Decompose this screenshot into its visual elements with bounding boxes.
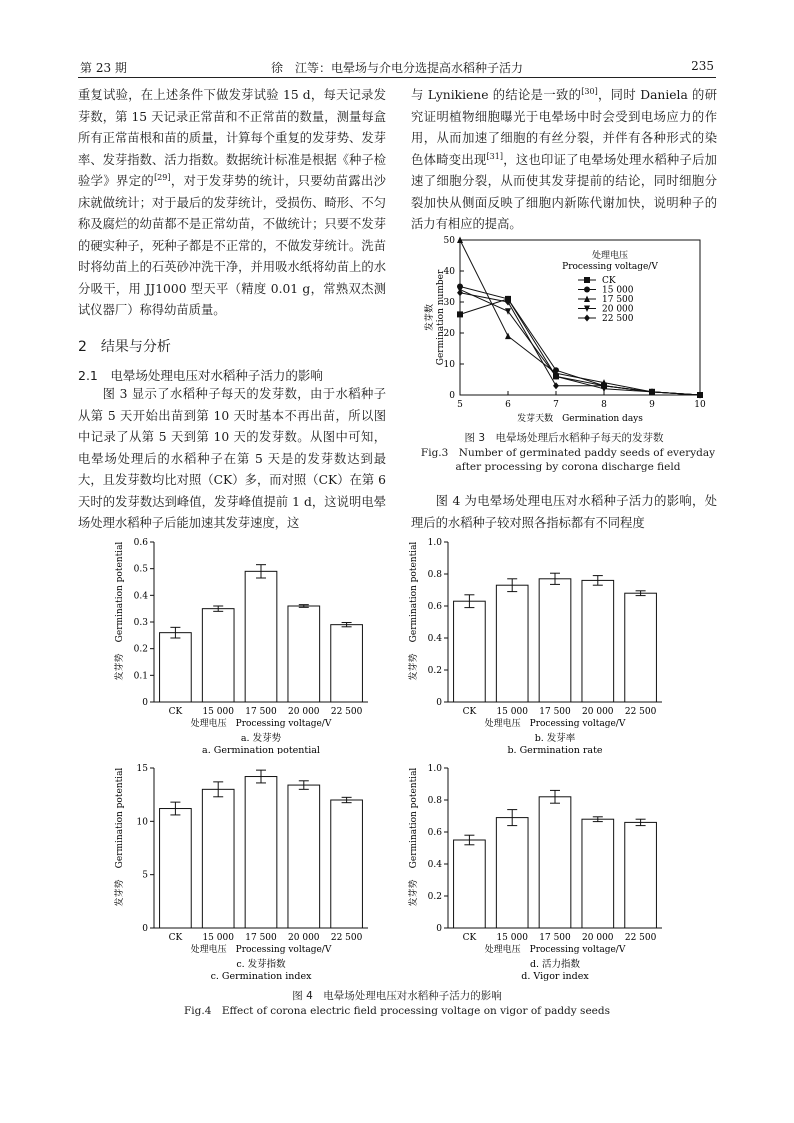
data-point — [505, 333, 511, 340]
x-tick-label: CK — [168, 707, 183, 717]
y-tick-label: 1.0 — [427, 538, 442, 548]
right-column-bottom — [411, 491, 717, 534]
issue-number: 第 23 期 — [80, 61, 127, 75]
x-tick-label: 22 500 — [330, 707, 363, 717]
y-tick-label: 0 — [436, 924, 442, 934]
y-tick-label: 0.8 — [427, 570, 442, 580]
x-tick-label: 9 — [649, 400, 655, 410]
paragraph-methods — [78, 85, 386, 322]
legend-title-cn: 处理电压 — [591, 251, 629, 261]
section-heading: 2 结果与分析 — [78, 339, 171, 355]
figure-4b-bar-chart — [406, 532, 668, 754]
legend-label: 15 000 — [602, 285, 634, 296]
panel-caption-cn: b. 发芽率 — [534, 733, 576, 744]
figure-3-caption-cn: 图 3 电晕场处理后水稻种子每天的发芽数 — [464, 432, 664, 444]
legend-label: 22 500 — [602, 314, 634, 324]
y-axis-label-cn: 发芽势 — [409, 879, 419, 907]
x-tick-label: 20 000 — [582, 933, 614, 943]
methods-text: 重复试验，在上述条件下做发芽试验 15 d，每天记录发芽数，第 15 天记录正常苗和不正常苗的数量，测量每盒所有正常苗根和苗的质量，计算每个重复的发芽势、发芽率、发芽指数、活力指数。数据统计标准是根据《种子检验学》界定的 — [78, 88, 386, 188]
bar — [288, 606, 320, 702]
y-tick-label: 0 — [142, 924, 148, 934]
paragraph-fig4-intro: 图 4 为电晕场处理电压对水稻种子活力的影响，处理后的水稻种子较对照各指标都有不同程度 — [411, 494, 717, 530]
y-tick-label: 0 — [142, 698, 148, 708]
left-column-top — [78, 85, 386, 322]
series-line — [460, 299, 700, 395]
right-column-top — [411, 85, 717, 236]
running-title: 徐 江等：电晕场与介电分选提高水稻种子活力 — [270, 61, 523, 75]
y-tick-label: 0.2 — [133, 644, 148, 655]
bar — [454, 840, 486, 928]
left-column-bottom — [78, 384, 386, 535]
paragraph-results: 图 3 显示了水稻种子每天的发芽数，由于水稻种子从第 5 天开始出苗到第 10 天时基本不再出苗，所以图中记录了从第 5 天到第 10 天的发芽数。从图中可知，电晕场处理后的水稻种子在第 5 天是的发芽数达到最大，且发芽数均比对照（CK）多，而对照（CK）在第 6 天时的发芽数达到峰值，发芽峰值提前 1 d，这说明电晕场处理水稻种子后能加速其发芽速度，这 — [78, 387, 386, 530]
legend-marker — [584, 315, 590, 322]
panel-caption-cn: c. 发芽指数 — [236, 959, 286, 970]
discussion-text-end: ，这也印证了电晕场处理水稻种子后加速了细胞分裂，从而使其发芽提前的结论，同时细胞分裂加快从侧面反映了细胞内新陈代谢加快，说明种子的活力有相应的提高。 — [411, 152, 717, 231]
x-axis-label: 处理电压 Processing voltage/V — [484, 719, 626, 729]
bar — [202, 789, 234, 928]
x-axis-label: 处理电压 Processing voltage/V — [484, 945, 626, 955]
y-axis-label-en: Germination potential — [115, 767, 125, 869]
y-tick-label: 0.6 — [133, 538, 148, 548]
citation-30[interactable]: [30] — [581, 86, 598, 96]
y-axis-label-en: Germination potential — [409, 541, 419, 643]
legend-label: 17 500 — [602, 295, 634, 305]
paragraph-discussion — [411, 85, 717, 236]
x-tick-label: CK — [168, 933, 183, 943]
x-tick-label: 15 000 — [202, 707, 234, 717]
figure-4c-bar-chart — [112, 758, 374, 986]
series-line — [460, 290, 700, 395]
y-tick-label: 5 — [142, 870, 148, 881]
x-tick-label: 17 500 — [539, 933, 571, 943]
x-tick-label: 17 500 — [539, 707, 571, 717]
legend-label: CK — [602, 276, 616, 286]
bar — [496, 585, 528, 702]
x-tick-label: CK — [462, 933, 477, 943]
bar — [496, 818, 528, 928]
data-point — [553, 382, 559, 389]
x-tick-label: 8 — [601, 400, 607, 410]
x-axis-label: 处理电压 Processing voltage/V — [190, 719, 332, 729]
page-number: 235 — [691, 59, 714, 73]
bar — [160, 633, 192, 702]
bar — [331, 800, 363, 928]
panel-caption-en: d. Vigor index — [521, 971, 589, 982]
y-tick-label: 0.4 — [427, 860, 442, 870]
y-axis-label-en: Germination number — [436, 269, 446, 366]
data-point — [457, 311, 463, 317]
y-tick-label: 0.6 — [427, 828, 442, 838]
x-tick-label: 17 500 — [245, 707, 277, 717]
bar — [245, 777, 277, 928]
y-tick-label: 40 — [443, 267, 455, 277]
x-tick-label: 22 500 — [330, 933, 363, 943]
x-tick-label: 7 — [553, 400, 559, 410]
citation-31[interactable]: [31] — [486, 151, 503, 161]
x-tick-label: 15 000 — [496, 707, 528, 717]
x-tick-label: 15 000 — [496, 933, 528, 943]
x-tick-label: 6 — [505, 400, 511, 410]
y-tick-label: 0.4 — [133, 591, 148, 602]
methods-text-cont: ，对于发芽势的统计，只要幼苗露出沙床就做统计；对于最后的发芽统计，受损伤、畸形、不匀称及腐烂的幼苗都不是正常幼苗，不做统计；只要不发芽的硬实种子，死种子都是不正常的，不做发芽统计。洗苗时将幼苗上的石英砂冲洗干净，并用吸水纸将幼苗上的水分吸干，用 JJ1000 型天平（精度 0.01 g，常熟双杰测试仪器厂）称得幼苗质量。 — [78, 174, 386, 317]
discussion-text: 与 Lynikiene 的结论是一致的 — [411, 88, 582, 102]
y-axis-label-cn: 发芽势 — [115, 879, 125, 907]
y-axis-label-en: Germination potential — [409, 767, 419, 869]
y-tick-label: 15 — [136, 764, 148, 774]
x-tick-label: 5 — [457, 400, 463, 410]
bar — [539, 797, 571, 928]
discussion-text-cont: ，同时 Daniela 的研究证明植物细胞曝光于电晕场中时会受到电场应力的作用，从而加速了细胞的有丝分裂，并伴有各种形式的染色体畸变出现 — [411, 88, 717, 167]
y-tick-label: 0.5 — [133, 564, 148, 575]
y-tick-label: 1.0 — [427, 764, 442, 774]
y-tick-label: 0.4 — [427, 634, 442, 644]
panel-caption-en: c. Germination index — [210, 971, 312, 982]
x-tick-label: 20 000 — [288, 933, 320, 943]
bar — [625, 593, 657, 702]
legend-marker — [584, 287, 590, 293]
figure-4-caption-cn: 图 4 电晕场处理电压对水稻种子活力的影响 — [292, 990, 502, 1002]
citation-29[interactable]: [29] — [154, 172, 171, 182]
bar — [331, 625, 363, 702]
legend-marker — [584, 277, 590, 283]
x-tick-label: 10 — [694, 400, 706, 410]
x-tick-label: 15 000 — [202, 933, 234, 943]
bar — [582, 819, 614, 928]
y-tick-label: 0 — [449, 391, 455, 401]
y-axis-label-en: Germination potential — [115, 541, 125, 643]
figure-3-line-chart — [418, 232, 718, 428]
y-tick-label: 0.8 — [427, 796, 442, 806]
bar — [160, 809, 192, 928]
bar — [245, 571, 277, 702]
legend-title-en: Processing voltage/V — [562, 262, 658, 272]
y-tick-label: 0.3 — [133, 618, 148, 628]
figure-4-caption-en: Fig.4 Effect of corona electric field processing voltage on vigor of paddy seeds — [184, 1005, 610, 1017]
x-tick-label: 22 500 — [624, 707, 657, 717]
legend-label: 20 000 — [602, 304, 634, 315]
bar — [539, 579, 571, 702]
x-tick-label: 20 000 — [288, 707, 320, 717]
bar — [288, 785, 320, 928]
bar — [582, 580, 614, 702]
x-tick-label: CK — [462, 707, 477, 717]
panel-caption-en: b. Germination rate — [507, 745, 603, 754]
subsection-heading: 2.1 电晕场处理电压对水稻种子活力的影响 — [78, 368, 323, 383]
bar — [202, 609, 234, 702]
y-axis-label-cn: 发芽势 — [115, 653, 125, 681]
y-tick-label: 30 — [443, 298, 455, 308]
x-tick-label: 17 500 — [245, 933, 277, 943]
bar — [625, 822, 657, 928]
panel-caption-cn: a. 发芽势 — [240, 733, 282, 744]
y-tick-label: 0.2 — [427, 892, 442, 902]
figure-4a-bar-chart — [112, 532, 374, 754]
bar — [454, 601, 486, 702]
running-header — [78, 57, 716, 78]
y-tick-label: 10 — [443, 360, 455, 370]
x-axis-label: 处理电压 Processing voltage/V — [190, 945, 332, 955]
figure-3-caption-en: Fig.3 Number of germinated paddy seeds of everyday after processing by corona discharge field — [420, 447, 716, 473]
y-axis-label-cn: 发芽势 — [409, 653, 419, 681]
panel-caption-cn: d. 活力指数 — [529, 959, 581, 970]
x-axis-label: 发芽天数 Germination days — [517, 414, 643, 424]
x-tick-label: 22 500 — [624, 933, 657, 943]
x-tick-label: 20 000 — [582, 707, 614, 717]
y-tick-label: 0 — [436, 698, 442, 708]
y-tick-label: 0.1 — [133, 671, 148, 682]
y-tick-label: 10 — [136, 817, 148, 828]
y-tick-label: 50 — [443, 236, 455, 246]
panel-caption-en: a. Germination potential — [202, 745, 320, 754]
y-tick-label: 20 — [443, 329, 455, 339]
y-tick-label: 0.6 — [427, 602, 442, 612]
y-axis-label-cn: 发芽数 — [425, 303, 435, 332]
y-tick-label: 0.2 — [427, 666, 442, 676]
figure-4d-bar-chart — [406, 758, 668, 986]
